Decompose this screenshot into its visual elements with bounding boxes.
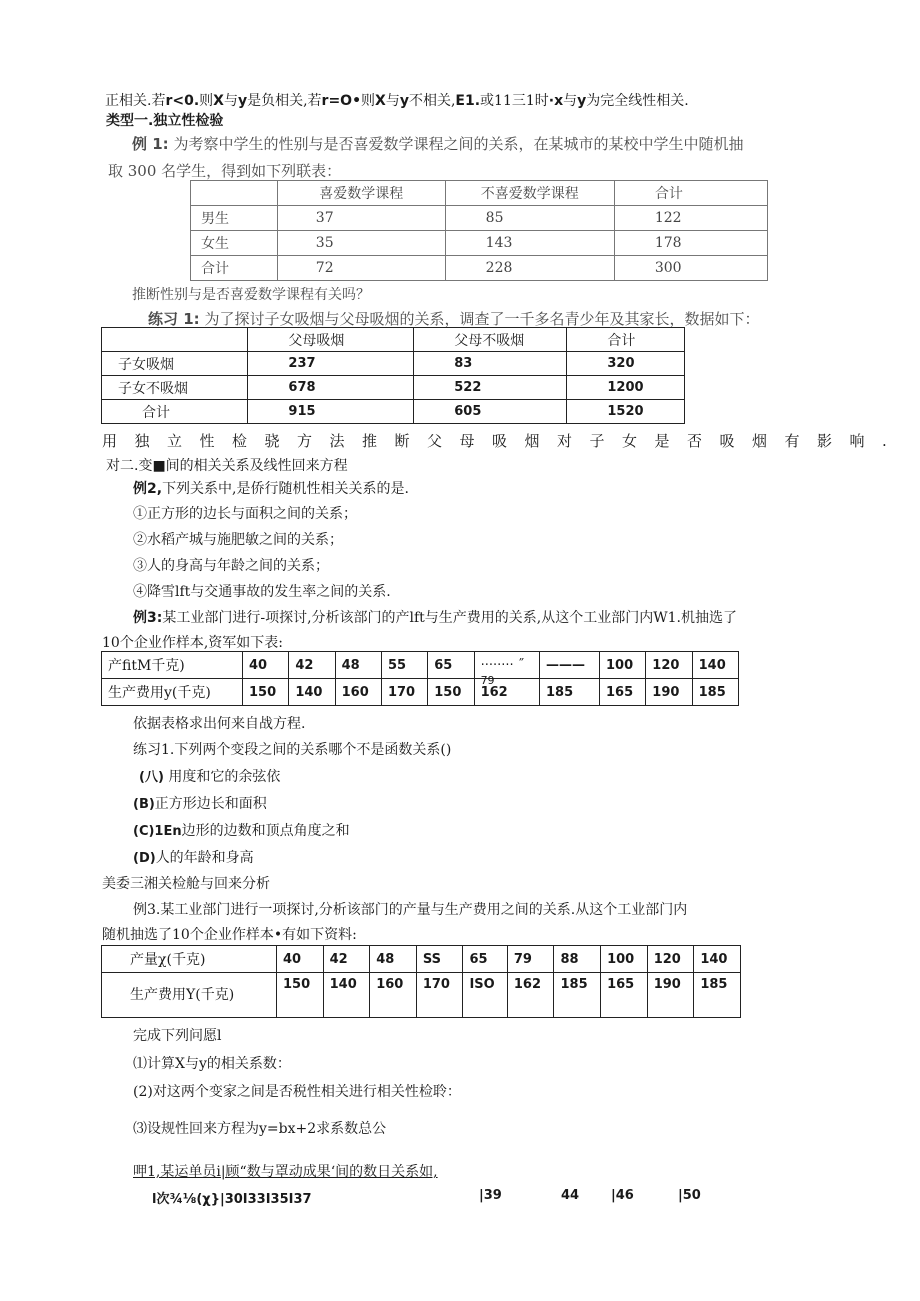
exercise1-line	[148, 308, 759, 329]
intro-x: ·x	[548, 93, 564, 109]
example3a-text1: 某工业部门进行-项探讨,分析该部门的产lft与生产费用的关系,从这个工业部门内W1.机抽选了	[162, 610, 738, 626]
table-row	[102, 946, 741, 973]
intro-y: y	[237, 93, 248, 109]
table-cell: 160	[370, 973, 417, 1018]
example3b-prompt: 完成下列问愿l	[133, 1028, 222, 1044]
section1-title: 类型一.独立性检验	[106, 113, 224, 129]
example1-text2: 取 300 名学生，得到如下列联表：	[108, 162, 342, 180]
table-cell: 120	[647, 946, 694, 973]
table-cell: 237	[248, 352, 414, 376]
table-cell: 65	[428, 652, 474, 679]
exercise1-label: 练习 1:	[148, 310, 200, 328]
table-cell: SS	[416, 946, 463, 973]
example3a-line1	[133, 607, 737, 627]
exercise2-option-d	[133, 847, 254, 867]
exercise1-question: 用独立性检骁方法推断父母吸烟对子女是否吸烟有影响.	[102, 432, 905, 450]
example3b-item-2: (2)对这两个变家之间是否税性相关进行相关性检聆：	[133, 1084, 461, 1100]
example1-text1: 为考察中学生的性别与是否喜爱数学课程之间的关系，在某城市的某校中学生中随机抽	[173, 135, 744, 153]
table-header-row	[102, 328, 685, 352]
exercise1-table	[101, 327, 685, 424]
table-cell: 122	[614, 206, 767, 231]
example2-item-1: ①正方形的边长与面积之间的关系；	[133, 506, 357, 522]
example4-row-cell-4: |46	[611, 1188, 634, 1203]
table-cell: 120	[646, 652, 692, 679]
table-cell: 产fitM千克)	[102, 652, 243, 679]
table-cell: 40	[277, 946, 324, 973]
intro-x: X	[375, 93, 386, 109]
exercise1-text: 为了探讨子女吸烟与父母吸烟的关系，调查了一千多名青少年及其家长，数据如下：	[204, 310, 760, 328]
option-text: 边形的边数和顶点角度之和	[181, 823, 350, 839]
example3b-text1: 例3.某工业部门进行一项探讨,分析该部门的产量与生产费用之间的关系.从这个工业部门内	[133, 902, 688, 918]
exercise2-option-c	[133, 820, 350, 840]
intro-text: 与	[563, 93, 578, 109]
table-cell: 228	[445, 256, 614, 281]
example3b-item-1: ⑴计算X与y的相关系数：	[133, 1056, 291, 1072]
table-cell: 女生	[191, 231, 278, 256]
table-cell: ISO	[463, 973, 507, 1018]
table-header-row	[191, 181, 768, 206]
table-cell: 合计	[567, 328, 685, 352]
example3b-text2: 随机抽选了10个企业作样本•有如下资料:	[102, 927, 357, 943]
option-key: (C)1En	[133, 824, 182, 839]
intro-text: 不相关,	[408, 93, 456, 109]
table-cell: 170	[381, 679, 427, 706]
table-cell: 300	[614, 256, 767, 281]
table-cell: 合计	[191, 256, 278, 281]
table-cell: 不喜爱数学课程	[445, 181, 614, 206]
example3a-after: 依据表格求出何来自战方程.	[133, 716, 306, 732]
table-cell: 185	[692, 679, 738, 706]
intro-text: 则	[361, 93, 376, 109]
example2-text: 下列关系中,是侨行随机性相关关系的是.	[162, 481, 409, 497]
option-text: 人的年龄和身高	[155, 850, 254, 866]
table-cell: 170	[416, 973, 463, 1018]
intro-text: 或	[480, 93, 495, 109]
example3b-item-3: ⑶设规性回来方程为y=bx+2求系数总公	[133, 1121, 387, 1137]
exercise2-option-a	[139, 766, 280, 786]
table-row	[102, 400, 685, 424]
table-cell: 40	[243, 652, 289, 679]
table-cell: 产量χ(千克)	[102, 946, 277, 973]
intro-y: y	[577, 93, 587, 109]
table-cell: 178	[614, 231, 767, 256]
table-cell: 55	[381, 652, 427, 679]
table-cell: 100	[601, 946, 648, 973]
table-cell: 185	[539, 679, 599, 706]
intro-text: 则	[199, 93, 214, 109]
table-cell: 150	[243, 679, 289, 706]
option-text: 用度和它的余弦依	[168, 769, 281, 785]
example4-row-cell-2: |39	[479, 1188, 502, 1203]
table-cell: 140	[692, 652, 738, 679]
example2-item-3: ③人的身高与年龄之间的关系；	[133, 558, 329, 574]
table-row	[102, 652, 739, 679]
table-cell: 72	[277, 256, 445, 281]
table-cell: 42	[289, 652, 335, 679]
intro-text: 与	[223, 93, 238, 109]
example4-row-cell-1: l次¾⅛(χ}|30I33I35I37	[152, 1192, 312, 1207]
table-cell: 190	[647, 973, 694, 1018]
table-cell: 160	[335, 679, 381, 706]
intro-text: 时	[534, 93, 549, 109]
table-cell: 162	[474, 679, 539, 706]
table-cell	[102, 328, 248, 352]
intro-text: 为完全线性相关.	[586, 93, 689, 109]
table-cell: 140	[694, 946, 741, 973]
option-key: (D)	[133, 851, 156, 866]
example2-item-4: ④降雪lft与交通事故的发生率之间的关系.	[133, 584, 391, 600]
table-cell: 522	[414, 376, 567, 400]
table-row	[102, 352, 685, 376]
table-cell: 320	[567, 352, 685, 376]
intro-e1: E1.	[455, 93, 481, 109]
table-cell: 143	[445, 231, 614, 256]
table-cell: 生产费用Y(千克)	[102, 973, 277, 1018]
table-cell	[191, 181, 278, 206]
table-cell: 合计	[614, 181, 767, 206]
table-cell: 48	[370, 946, 417, 973]
table-cell: 48	[335, 652, 381, 679]
example3a-table	[101, 651, 739, 706]
table-cell: 185	[694, 973, 741, 1018]
option-key: (八)	[139, 770, 164, 785]
table-cell: 喜爱数学课程	[277, 181, 445, 206]
intro-text: 与	[385, 93, 400, 109]
example2-label: 例2,	[133, 481, 163, 497]
section3-title: 美委三湘关检舱与回来分析	[102, 876, 270, 892]
table-cell: 子女不吸烟	[102, 376, 248, 400]
table-cell: 140	[323, 973, 370, 1018]
example4-row-cell-5: |50	[678, 1188, 701, 1203]
intro-text: 11三1	[494, 93, 535, 109]
table-row	[191, 256, 768, 281]
table-cell: ———	[539, 652, 599, 679]
intro-x: X	[213, 93, 224, 109]
intro-text: 是负相关,若	[247, 93, 322, 109]
example1-label: 例 1:	[132, 135, 169, 153]
table-cell: 915	[248, 400, 414, 424]
table-row	[102, 679, 739, 706]
section2-title: 对二.变■间的相关关系及线性回来方程	[106, 458, 348, 474]
table-cell: 65	[463, 946, 507, 973]
table-cell: 79	[507, 946, 554, 973]
example2-line	[133, 478, 409, 498]
table-subvalue: 79	[480, 674, 495, 687]
table-cell: 165	[599, 679, 645, 706]
exercise2-option-b	[133, 793, 267, 813]
table-cell: 88	[554, 946, 601, 973]
table-cell: 生产费用y(千克)	[102, 679, 243, 706]
table-cell: 父母不吸烟	[414, 328, 567, 352]
table-cell	[474, 652, 539, 687]
table-cell: 合计	[102, 400, 248, 424]
table-cell: 85	[445, 206, 614, 231]
table-row	[102, 376, 685, 400]
table-cell: 83	[414, 352, 567, 376]
table-cell: 162	[507, 973, 554, 1018]
table-cell: 605	[414, 400, 567, 424]
exercise2-text: 练习1.下列两个变段之间的关系哪个不是函数关系()	[133, 742, 452, 758]
table-row	[191, 231, 768, 256]
dotted-placeholder: ········ ˝	[480, 657, 525, 673]
example3a-text2: 10个企业作样本,资军如下表:	[102, 635, 283, 651]
table-row	[102, 973, 741, 1018]
table-cell: 165	[601, 973, 648, 1018]
example1-line1	[132, 133, 743, 154]
intro-y: y	[399, 93, 409, 109]
example3b-table	[101, 945, 741, 1018]
option-key: (B)	[133, 797, 155, 812]
table-cell: 35	[277, 231, 445, 256]
table-cell: 190	[646, 679, 692, 706]
table-row	[191, 206, 768, 231]
table-cell: 男生	[191, 206, 278, 231]
table-cell: 100	[599, 652, 645, 679]
intro-line	[105, 90, 689, 110]
example3a-label: 例3:	[133, 610, 163, 626]
intro-r-neg: r<0.	[165, 93, 200, 109]
table-cell: 140	[289, 679, 335, 706]
example2-item-2: ②水稻产城与施肥敏之间的关系；	[133, 532, 343, 548]
table-cell: 185	[554, 973, 601, 1018]
option-text: 正方形边长和面积	[154, 796, 267, 812]
example4-row-cell-3: 44	[561, 1188, 580, 1203]
table-cell: 678	[248, 376, 414, 400]
table-cell: 150	[277, 973, 324, 1018]
intro-r-zero: r=O•	[321, 93, 362, 109]
example1-table	[190, 180, 768, 281]
table-cell: 父母吸烟	[248, 328, 414, 352]
intro-text: 正相关.若	[105, 93, 166, 109]
example1-question: 推断性别与是否喜爱数学课程有关吗？	[132, 287, 370, 303]
example4-text: 呷1,某运单员i|顾“数与罩动成果‘间的数日关系如,	[133, 1164, 438, 1180]
table-cell: 37	[277, 206, 445, 231]
table-cell: 150	[428, 679, 474, 706]
table-cell: 1520	[567, 400, 685, 424]
table-cell: 42	[323, 946, 370, 973]
table-cell: 子女吸烟	[102, 352, 248, 376]
table-cell: 1200	[567, 376, 685, 400]
